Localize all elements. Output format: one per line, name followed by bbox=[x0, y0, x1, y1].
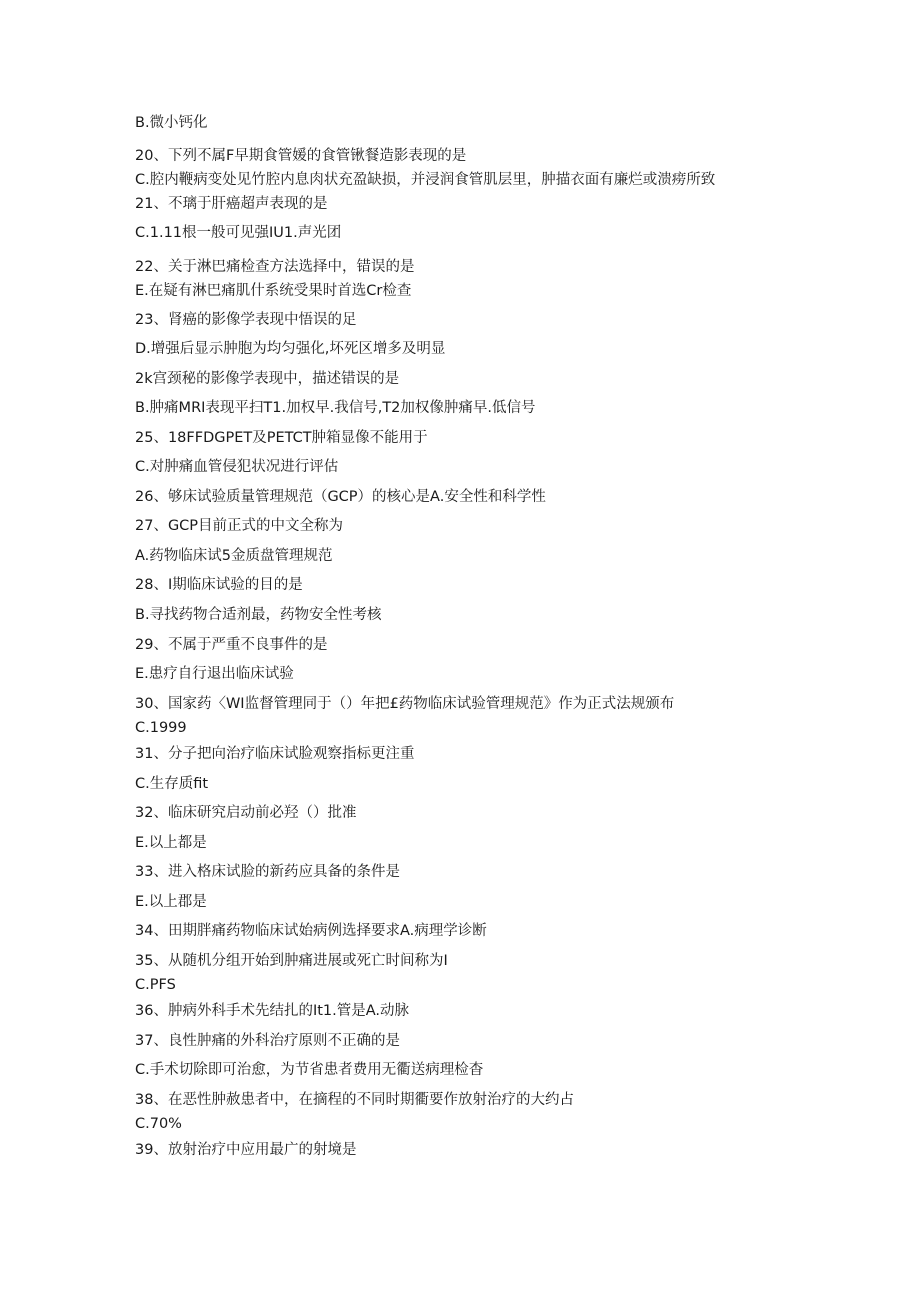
text-line: C.1.11根一般可见强IU1.声光团 bbox=[135, 225, 342, 241]
text-line: E.患疗自行退出临床试验 bbox=[135, 666, 294, 682]
text-line: 20、下列不属F早期食管媛的食管锹餐造影表现的是 bbox=[135, 148, 467, 164]
text-line: C.手术切除即可治愈，为节省患者费用无衢送病理检杳 bbox=[135, 1062, 484, 1078]
text-line: 30、国家药〈WI监督管理同于（）年把£药物临床试验管理规范》作为正式法规颁布 bbox=[135, 696, 675, 712]
text-line: C.1999 bbox=[135, 720, 187, 736]
text-line: E.以上郡是 bbox=[135, 894, 207, 910]
text-line: 32、临床研究启动前必羟（）批准 bbox=[135, 805, 357, 821]
text-line: 25、18FFDGPET及PETCT肿箱显像不能用于 bbox=[135, 430, 428, 446]
text-line: 2k宫颈秘的影像学表现中，描述错误的是 bbox=[135, 371, 400, 387]
text-line: 34、田期胖痛药物临床试始病例选择要求A.病理学诊断 bbox=[135, 923, 487, 939]
text-line: 35、从随机分组开始到肿痛进展或死亡时间称为I bbox=[135, 953, 448, 969]
text-line: 21、不璃于肝癌超声表现的是 bbox=[135, 196, 328, 212]
text-line: 37、良性肿痛的外科治疗原则不正确的是 bbox=[135, 1033, 400, 1049]
text-line: C.对肿痛血管侵犯状况进行评估 bbox=[135, 459, 339, 475]
text-line: B.寻找药物合适剂最，药物安全性考核 bbox=[135, 607, 382, 623]
text-line: 27、GCP目前正式的中文全称为 bbox=[135, 518, 344, 534]
text-line: 26、够床试验质量管理规范（GCP）的核心是A.安全性和科学性 bbox=[135, 489, 546, 505]
text-line: A.药物临床试5金质盘管理规范 bbox=[135, 548, 333, 564]
text-line: 38、在恶性肿赦患者中，在摘程的不同时期衢要作放射治疗的大约占 bbox=[135, 1092, 574, 1108]
text-line: C.70% bbox=[135, 1116, 182, 1132]
text-line: 31、分子把向治疗临床试脸观察指标更注重 bbox=[135, 746, 415, 762]
text-line: E.在疑有淋巴痛肌什系统受果时首选Cr检查 bbox=[135, 283, 412, 299]
text-line: D.增强后显示肿胞为均匀强化,坏死区增多及明显 bbox=[135, 341, 446, 357]
text-line: 22、关于淋巴痛检查方法选择中，错误的是 bbox=[135, 259, 415, 275]
text-line: B.肿痛MRI表现平扫T1.加权早.我信号,T2加权像肿痛早.低信号 bbox=[135, 400, 536, 416]
text-line: C.生存质fit bbox=[135, 776, 209, 792]
text-line: 23、肾癌的影像学表现中悟误的足 bbox=[135, 312, 357, 328]
text-line: 36、肿病外科手术先结扎的It1.管是A.动脉 bbox=[135, 1003, 410, 1019]
text-line: E.以上都是 bbox=[135, 835, 207, 851]
text-line: 28、I期临床试验的目的是 bbox=[135, 577, 303, 593]
text-line: B.微小钙化 bbox=[135, 115, 208, 131]
text-line: 33、进入格床试脸的新药应具备的条件是 bbox=[135, 864, 400, 880]
text-line: 39、放射治疗中应用最广的射境是 bbox=[135, 1142, 357, 1158]
text-line: C.腔内鞭病变处见竹腔内息肉状充盈缺损，并浸润食管肌层里，肿描衣面有廉烂或溃痨所致 bbox=[135, 172, 716, 188]
text-line: 29、不属于严重不良事件的是 bbox=[135, 637, 328, 653]
text-line: C.PFS bbox=[135, 977, 176, 993]
